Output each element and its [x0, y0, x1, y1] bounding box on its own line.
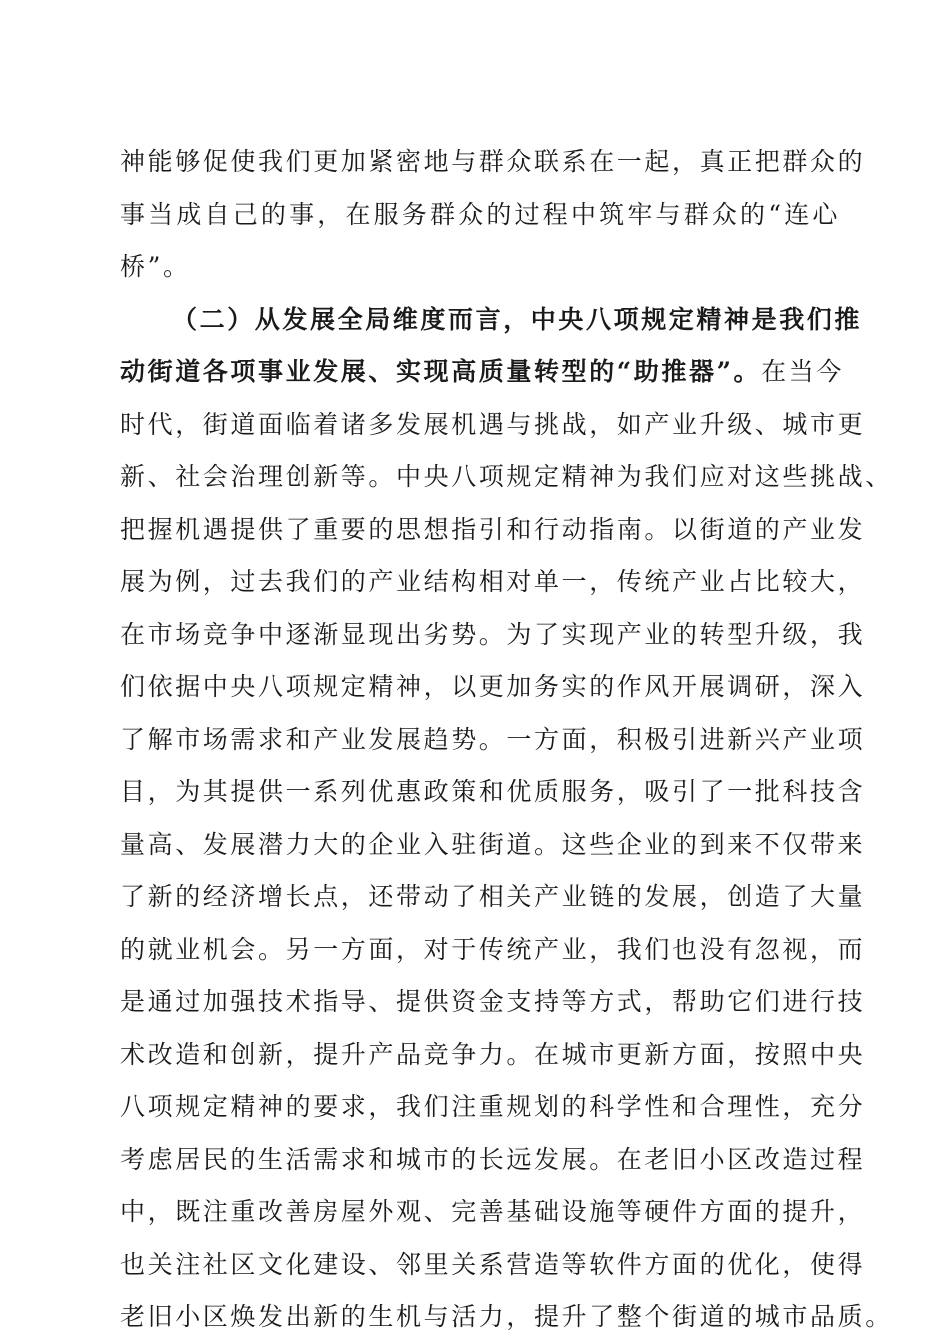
- text-line: 量高、发展潜力大的企业入驻街道。这些企业的到来不仅带来: [120, 829, 866, 859]
- text-line: 在市场竞争中逐渐显现出劣势。为了实现产业的转型升级，我: [120, 619, 866, 649]
- text-line: 桥”。: [120, 252, 191, 281]
- text-line: 时代，街道面临着诸多发展机遇与挑战，如产业升级、城市更: [120, 409, 866, 439]
- text-line: 八项规定精神的要求，我们注重规划的科学性和合理性，充分: [120, 1092, 866, 1121]
- body-text: [120, 136, 893, 1344]
- text-line: 事当成自己的事，在服务群众的过程中筑牢与群众的“连心: [120, 199, 840, 229]
- text-line: 新、社会治理创新等。中央八项规定精神为我们应对这些挑战、: [120, 462, 893, 491]
- text-line: 目，为其提供一系列优惠政策和优质服务，吸引了一批科技含: [120, 777, 866, 806]
- section-heading-line-mixed: [120, 346, 844, 399]
- text-line: 了新的经济增长点，还带动了相关产业链的发展，创造了大量: [120, 882, 866, 911]
- text-line: 神能够促使我们更加紧密地与群众联系在一起，真正把群众的: [120, 147, 866, 176]
- section-heading-bold-text: 动街道各项事业发展、实现高质量转型的“助推器”。: [120, 357, 762, 386]
- text-line: 中，既注重改善房屋外观、完善基础设施等硬件方面的提升，: [120, 1197, 866, 1226]
- text-line: 的就业机会。另一方面，对于传统产业，我们也没有忽视，而: [120, 934, 866, 964]
- text-line: 展为例，过去我们的产业结构相对单一，传统产业占比较大，: [120, 567, 866, 596]
- text-segment: 在当今: [761, 357, 844, 386]
- text-line: 把握机遇提供了重要的思想指引和行动指南。以街道的产业发: [120, 514, 866, 544]
- text-line: 们依据中央八项规定精神，以更加务实的作风开展调研，深入: [120, 672, 866, 701]
- text-line: 也关注社区文化建设、邻里关系营造等软件方面的优化，使得: [120, 1249, 866, 1279]
- text-line: 考虑居民的生活需求和城市的长远发展。在老旧小区改造过程: [120, 1144, 866, 1174]
- text-line: 术改造和创新，提升产品竞争力。在城市更新方面，按照中央: [120, 1039, 866, 1069]
- text-line: 老旧小区焕发出新的生机与活力，提升了整个街道的城市品质。: [120, 1302, 893, 1331]
- text-line: 是通过加强技术指导、提供资金支持等方式，帮助它们进行技: [120, 987, 866, 1016]
- text-line: 了解市场需求和产业发展趋势。一方面，积极引进新兴产业项: [120, 724, 866, 754]
- section-heading-line: （二）从发展全局维度而言，中央八项规定精神是我们推: [172, 304, 863, 334]
